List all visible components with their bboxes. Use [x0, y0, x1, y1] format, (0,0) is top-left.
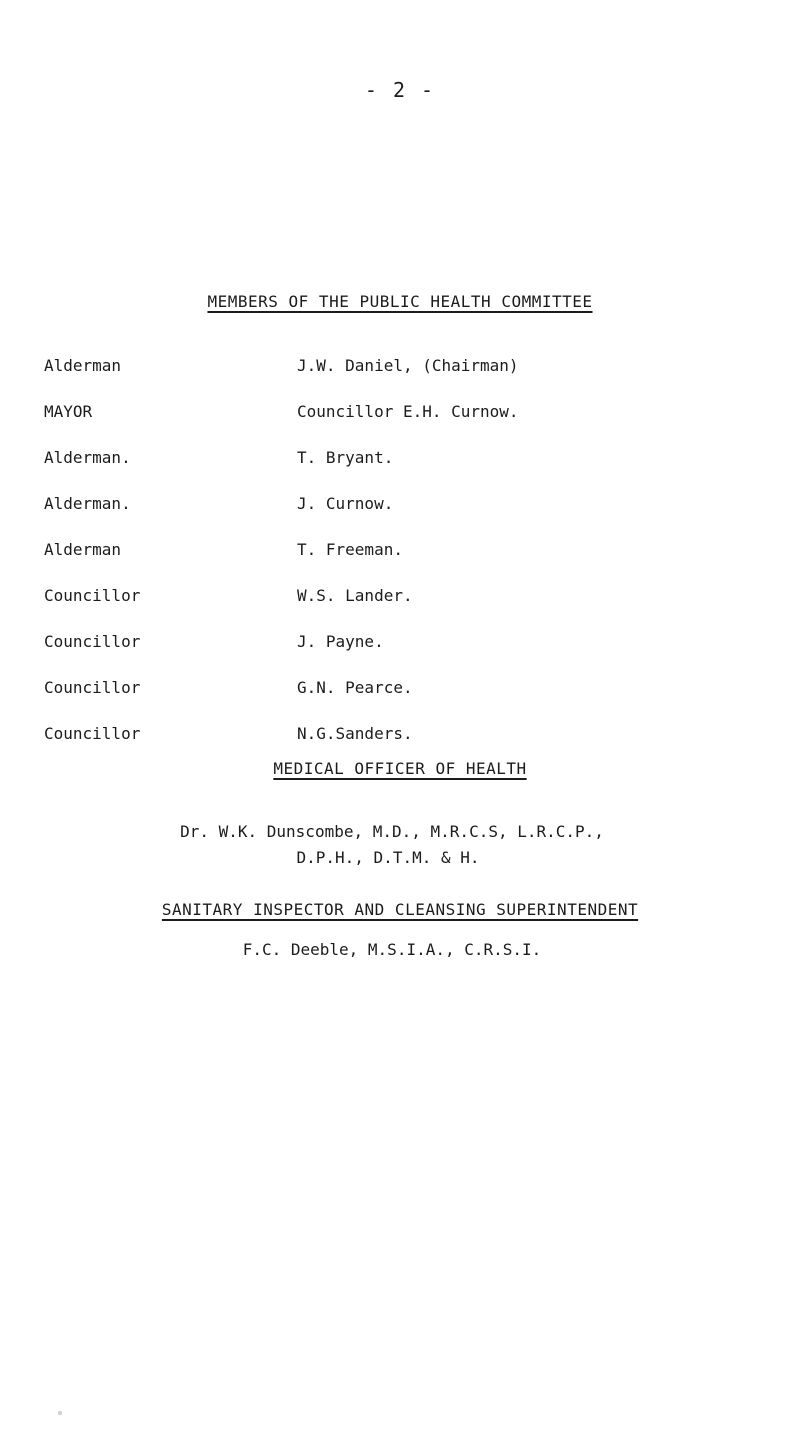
member-name: T. Freeman. [297, 540, 403, 559]
member-row [44, 402, 744, 426]
sanitary-inspector-name: F.C. Deeble, M.S.I.A., C.R.S.I. [242, 940, 542, 959]
member-row [44, 448, 744, 472]
member-row [44, 678, 744, 702]
member-title: MAYOR [44, 402, 93, 421]
member-row [44, 632, 744, 656]
member-title: Councillor [44, 724, 141, 743]
member-title: Councillor [44, 678, 141, 697]
scan-speck [58, 1411, 62, 1415]
member-row [44, 494, 744, 518]
member-row [44, 540, 744, 564]
member-row [44, 724, 744, 748]
member-row [44, 586, 744, 610]
member-title: Alderman [44, 540, 122, 559]
member-name: T. Bryant. [297, 448, 394, 467]
medical-officer-qualifications: D.P.H., D.T.M. & H. [296, 848, 480, 867]
member-name: N.G.Sanders. [297, 724, 413, 743]
member-title: Alderman [44, 356, 122, 375]
sanitary-inspector-heading: SANITARY INSPECTOR AND CLEANSING SUPERINTENDENT [161, 900, 639, 919]
member-row [44, 356, 744, 380]
member-title: Councillor [44, 632, 141, 651]
member-name: W.S. Lander. [297, 586, 413, 605]
medical-officer-name: Dr. W.K. Dunscombe, M.D., M.R.C.S, L.R.C.P., [180, 822, 604, 841]
member-name: J.W. Daniel, (Chairman) [297, 356, 519, 375]
member-title: Alderman. [44, 448, 131, 467]
member-name: J. Curnow. [297, 494, 394, 513]
member-title: Councillor [44, 586, 141, 605]
medical-officer-heading: MEDICAL OFFICER OF HEALTH [273, 759, 527, 778]
member-name: Councillor E.H. Curnow. [297, 402, 519, 421]
committee-heading: MEMBERS OF THE PUBLIC HEALTH COMMITTEE [207, 292, 593, 311]
member-name: G.N. Pearce. [297, 678, 413, 697]
page-number: - 2 - [364, 78, 436, 102]
member-name: J. Payne. [297, 632, 384, 651]
member-title: Alderman. [44, 494, 131, 513]
